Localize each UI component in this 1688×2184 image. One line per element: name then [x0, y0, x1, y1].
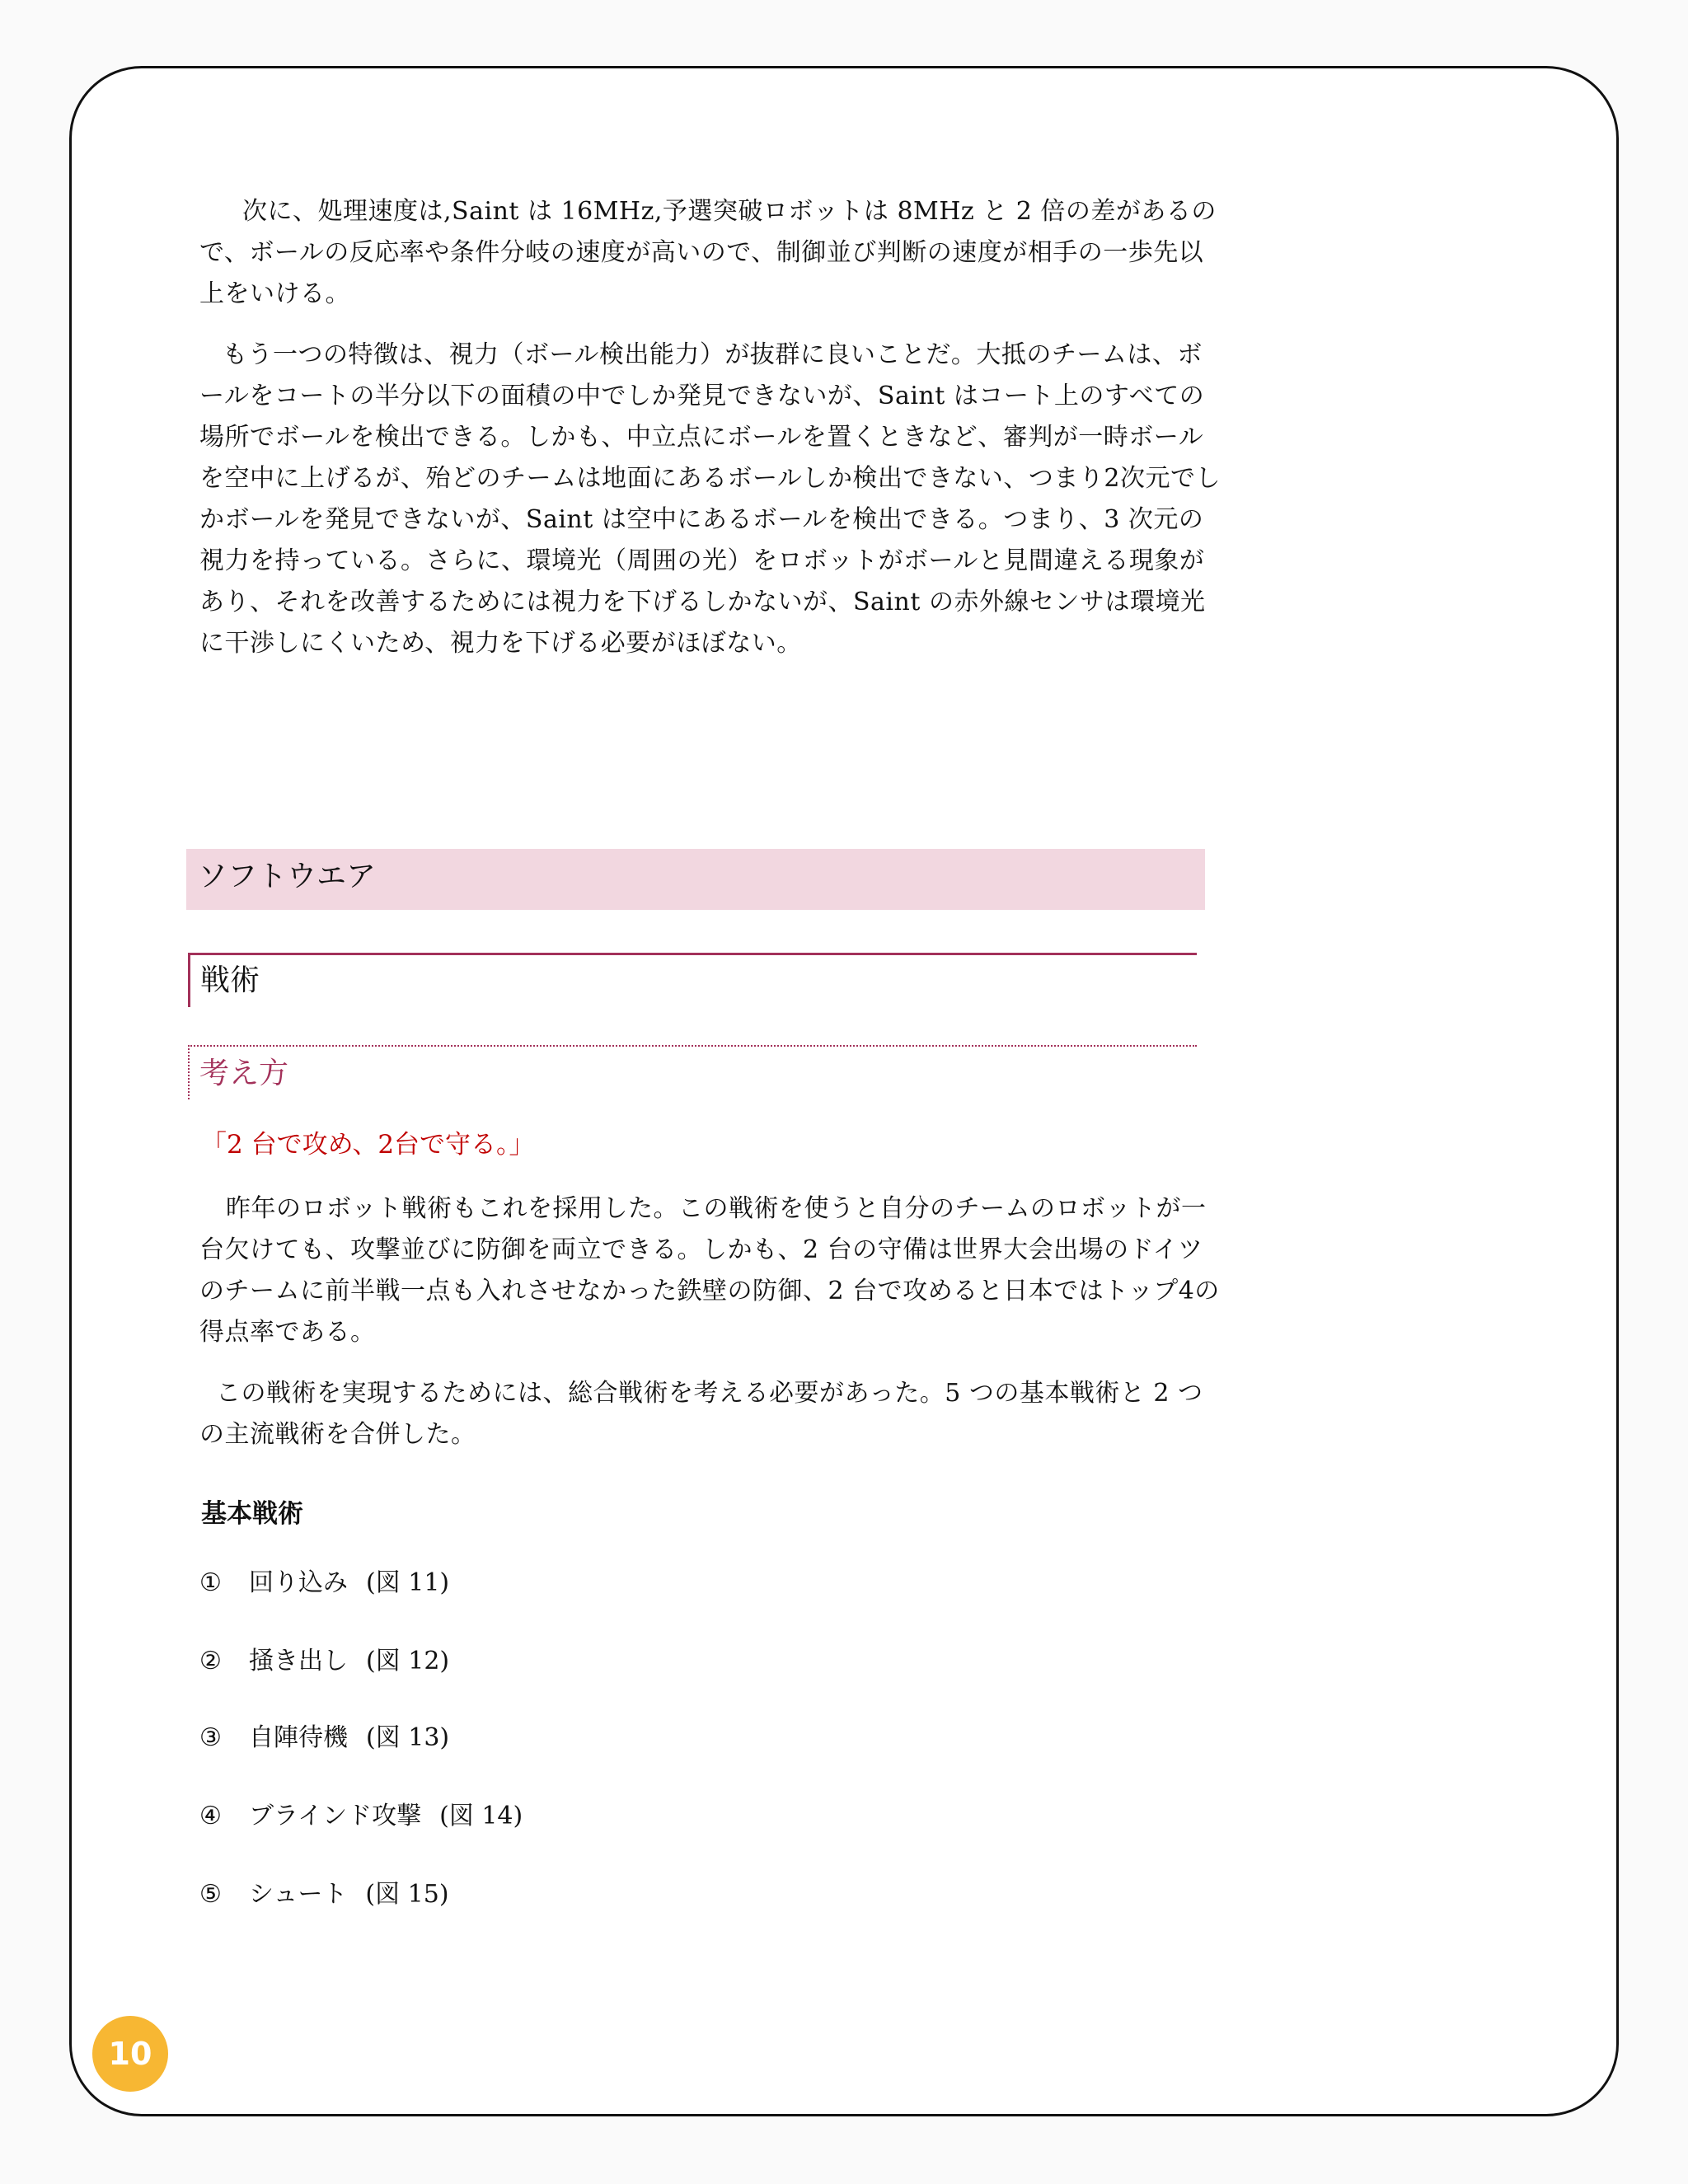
subsubsection-title: 考え方	[199, 1057, 289, 1090]
list-item-name: 自陣待機	[249, 1723, 348, 1752]
list-item-name: ブラインド攻撃	[249, 1802, 422, 1830]
section-heading-software	[186, 849, 1205, 910]
list-item	[199, 1563, 449, 1604]
list-item	[199, 1641, 449, 1682]
list-item-number: ③	[199, 1723, 222, 1752]
section-title: ソフトウエア	[198, 860, 377, 893]
figure-reference: (図 12)	[366, 1647, 450, 1675]
list-item	[199, 1874, 449, 1915]
body-text-block-2	[199, 1188, 1221, 1455]
paragraph-processing-speed: 次に、処理速度は,Saint は 16MHz,予選突破ロボットは 8MHz と 2 倍の差があるので、ボールの反応率や条件分岐の速度が高いので、制御並び判断の速度が相手の一歩先以上をいける。	[199, 197, 1217, 308]
paragraph-last-year-tactics: 昨年のロボット戦術もこれを採用した。この戦術を使うと自分のチームのロボットが一台欠けても、攻撃並びに防御を両立できる。しかも、2 台の守備は世界大会出場のドイツのチームに前半戦一点も入れさせなかった鉄壁の防御、2 台で攻めると日本ではトップ4の得点率である。	[199, 1194, 1220, 1347]
paragraph-vision-feature: もう一つの特徴は、視力（ボール検出能力）が抜群に良いことだ。大抵のチームは、ボールをコートの半分以下の面積の中でしか発見できないが、Saint はコート上のすべての場所でボールを検出できる。しかも、中立点にボールを置くときなど、審判が一時ボールを空中に上げるが、殆どのチームは地面にあるボールしか検出できない、つまり2次元でしかボールを発見できないが、Saint は空中にあるボールを検出できる。つまり、3 次元の視力を持っている。さらに、環境光（周囲の光）をロボットがボールと見間違える現象があり、それを改善するためには視力を下げるしかないが、Saint の赤外線センサは環境光に干渉しにくいため、視力を下げる必要がほぼない。	[199, 340, 1221, 658]
list-item-name: 掻き出し	[249, 1647, 348, 1675]
figure-reference: (図 15)	[365, 1880, 449, 1909]
basic-tactics-title: 基本戦術	[201, 1499, 303, 1529]
list-item-number: ⑤	[199, 1880, 222, 1909]
list-item-name: シュート	[249, 1880, 348, 1909]
list-item-number: ①	[199, 1568, 222, 1597]
subsection-heading-tactics	[188, 953, 1197, 1007]
list-item-number: ②	[199, 1647, 222, 1675]
figure-reference: (図 11)	[366, 1568, 450, 1597]
figure-reference: (図 14)	[439, 1802, 523, 1830]
paragraph-combined-tactics: この戦術を実現するためには、総合戦術を考える必要があった。5 つの基本戦術と 2 つの主流戦術を合併した。	[199, 1379, 1203, 1449]
figure-reference: (図 13)	[366, 1723, 450, 1752]
subsubsection-heading-approach	[188, 1045, 1197, 1099]
list-item-name: 回り込み	[249, 1568, 348, 1597]
page-number-badge: 10	[92, 2016, 168, 2092]
subsection-title: 戦術	[200, 963, 260, 997]
list-item	[199, 1796, 523, 1837]
list-item	[199, 1718, 449, 1759]
body-text-block	[199, 191, 1221, 664]
list-item-number: ④	[199, 1802, 222, 1830]
tactics-motto: 「2 台で攻め、2台で守る。」	[201, 1130, 535, 1160]
